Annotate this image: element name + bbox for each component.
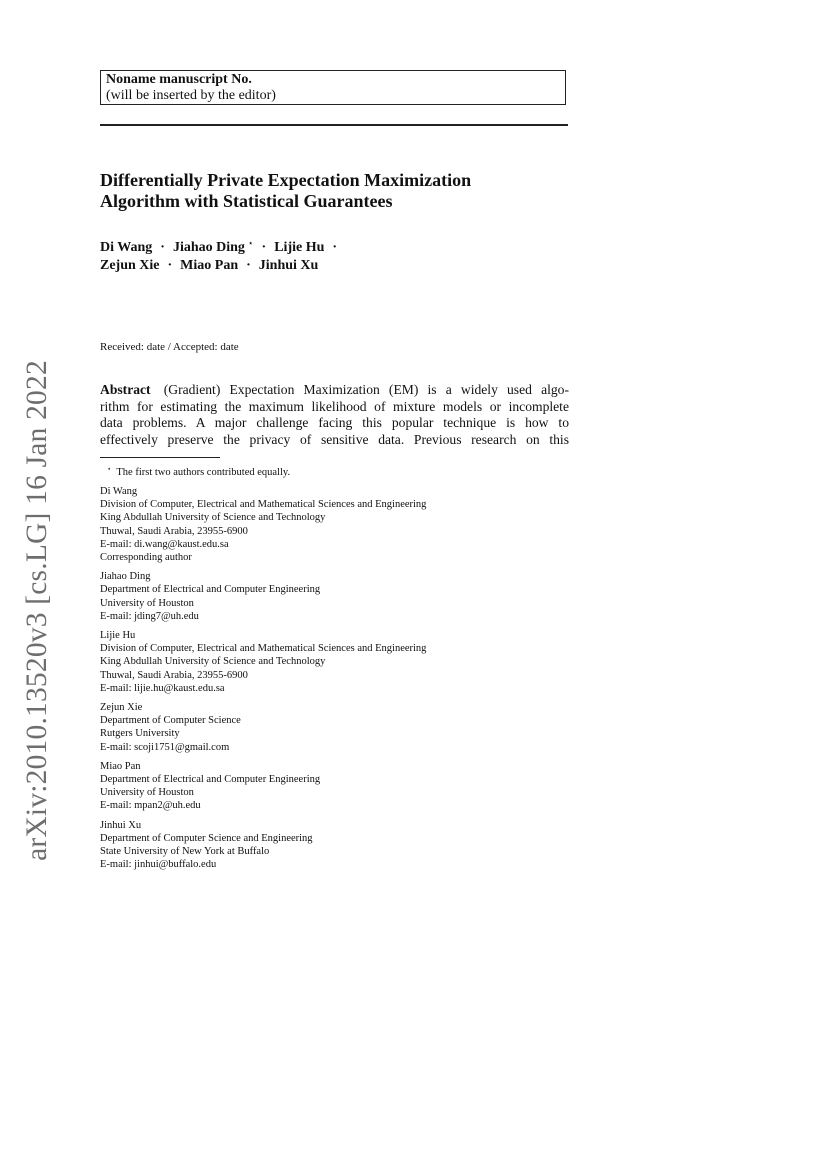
affiliation-block [100, 819, 570, 872]
affiliation-line: Division of Computer, Electrical and Mathematical Sciences and Engineering [100, 499, 427, 511]
affiliations [100, 485, 570, 877]
paper-title [100, 170, 570, 212]
affiliation-line: King Abdullah University of Science and Technology [100, 656, 326, 668]
affiliation-block [100, 570, 570, 623]
author-separator: · [332, 240, 338, 255]
affiliation-line: State University of New York at Buffalo [100, 846, 270, 858]
equal-contribution-star: ⋆ [247, 238, 254, 248]
author-name: Lijie Hu [274, 240, 325, 255]
author-name: Jiahao Ding [172, 240, 245, 255]
affiliation-line: Department of Electrical and Computer Engineering [100, 584, 321, 596]
author-row-1 [100, 234, 345, 257]
abstract-line [100, 382, 569, 399]
affiliation-line: Department of Electrical and Computer Engineering [100, 774, 321, 786]
abstract-line: effectively preserve the privacy of sensitive data. Previous research on this [100, 432, 569, 448]
affiliation-name: Jinhui Xu [100, 819, 142, 831]
affiliation-line: King Abdullah University of Science and Technology [100, 512, 326, 524]
affiliation-name: Jiahao Ding [100, 571, 151, 583]
affiliation-line: Thuwal, Saudi Arabia, 23955-6900 [100, 525, 248, 537]
footnote-rule [100, 457, 220, 458]
abstract [100, 382, 569, 449]
author-name: Miao Pan [180, 258, 239, 273]
affiliation-line: Rutgers University [100, 728, 180, 740]
affiliation-email: E-mail: lijie.hu@kaust.edu.sa [100, 682, 225, 694]
title-line-2: Algorithm with Statistical Guarantees [100, 191, 393, 211]
author-name: Di Wang [100, 240, 153, 255]
affiliation-name: Di Wang [100, 486, 138, 497]
affiliation-block [100, 701, 570, 754]
title-line-1: Differentially Private Expectation Maximization [100, 170, 472, 190]
affiliation-email: E-mail: jding7@uh.edu [100, 610, 199, 622]
author-separator: · [167, 258, 173, 273]
affiliation-email: E-mail: mpan2@uh.edu [100, 800, 201, 812]
affiliation-line: Division of Computer, Electrical and Mathematical Sciences and Engineering [100, 643, 427, 655]
affiliation-email: E-mail: scoji1751@gmail.com [100, 741, 230, 753]
affiliation-line: Corresponding author [100, 552, 192, 564]
abstract-text: (Gradient) Expectation Maximization (EM) is a widely used algo- [163, 382, 569, 397]
manuscript-number-label: Noname manuscript No. [106, 72, 252, 87]
abstract-line: data problems. A major challenge facing this popular technique is how to [100, 415, 569, 431]
author-separator: · [160, 240, 165, 255]
received-accepted-dates: Received: date / Accepted: date [100, 341, 239, 353]
author-name: Jinhui Xu [258, 258, 319, 273]
affiliation-line: Department of Computer Science [100, 715, 241, 727]
abstract-label: Abstract [100, 382, 151, 397]
abstract-line: rithm for estimating the maximum likelihood of mixture models or incomplete [100, 398, 569, 414]
affiliation-line: University of Houston [100, 787, 194, 799]
author-row-2 [100, 257, 345, 275]
footnote-text: The first two authors contributed equally. [116, 467, 291, 478]
affiliation-line: Thuwal, Saudi Arabia, 23955-6900 [100, 669, 248, 681]
affiliation-block [100, 485, 570, 564]
arxiv-stamp-text: arXiv:2010.13520v3 [cs.LG] 16 Jan 2022 [20, 359, 53, 861]
author-name: Zejun Xie [100, 258, 160, 273]
affiliation-line: Department of Computer Science and Engineering [100, 832, 313, 844]
author-separator: · [246, 258, 251, 273]
manuscript-number-box [100, 70, 566, 105]
affiliation-name: Lijie Hu [100, 630, 136, 642]
header-rule [100, 124, 568, 126]
affiliation-block [100, 629, 570, 695]
author-list [100, 234, 345, 275]
affiliation-email: E-mail: jinhui@buffalo.edu [100, 859, 217, 871]
footnote [100, 463, 290, 479]
author-separator: · [261, 240, 267, 255]
affiliation-line: University of Houston [100, 597, 194, 609]
affiliation-block [100, 760, 570, 813]
arxiv-identifier-stamp [14, 359, 60, 861]
affiliation-name: Zejun Xie [100, 702, 143, 714]
affiliation-email: E-mail: di.wang@kaust.edu.sa [100, 538, 229, 550]
editor-note: (will be inserted by the editor) [106, 88, 276, 103]
affiliation-name: Miao Pan [100, 760, 141, 772]
footnote-marker: ⋆ [107, 465, 112, 473]
